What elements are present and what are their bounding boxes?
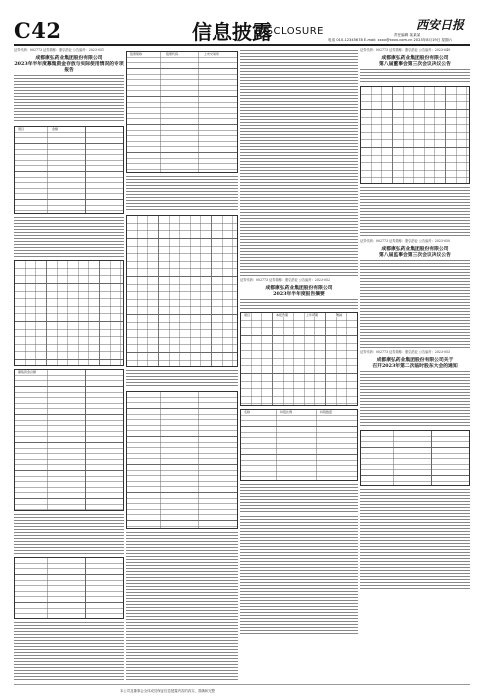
section-title: 信息披露 bbox=[192, 20, 272, 44]
article-headline bbox=[240, 285, 358, 297]
section-title-en: DISCLOSURE bbox=[255, 26, 324, 37]
article-company: 成都康弘药业集团股份有限公司 bbox=[381, 246, 449, 252]
table-cell: 持股比例 bbox=[280, 410, 293, 414]
table-cell: 项目 bbox=[244, 313, 251, 317]
header-rule bbox=[14, 44, 470, 46]
article-title: 第八届监事会第三次会议决议公告 bbox=[379, 252, 451, 258]
article-note: 证券代码：002773 证券简称：康弘药业 公告编号：2023-053 bbox=[360, 350, 451, 354]
article-headline bbox=[360, 55, 470, 67]
body-text bbox=[240, 50, 358, 180]
article-note: 证券代码：002773 证券简称：康弘药业 公告编号：2023-052 bbox=[240, 278, 331, 282]
article-title: 召开2023年第二次临时股东大会的通知 bbox=[372, 363, 458, 369]
table-cell: 募集资金总额 bbox=[18, 370, 37, 374]
article-company: 成都康弘药业集团股份有限公司关于 bbox=[376, 357, 454, 363]
body-text bbox=[360, 260, 470, 348]
article-company: 成都康弘药业集团股份有限公司 bbox=[265, 285, 333, 291]
body-text bbox=[240, 516, 358, 636]
body-text bbox=[126, 370, 238, 388]
table-cell: 持股数量 bbox=[320, 410, 333, 414]
data-table bbox=[360, 430, 470, 486]
body-text bbox=[240, 299, 358, 309]
column-2 bbox=[126, 48, 238, 680]
body-text bbox=[14, 622, 124, 680]
data-table bbox=[126, 51, 238, 173]
body-text bbox=[360, 371, 470, 427]
table-cell: 股票代码 bbox=[166, 52, 179, 56]
table-cell: 名称 bbox=[244, 410, 251, 414]
contact-line: 电话 010-12345678 E-mail: xxxx@xxxx.com.cn 2023年8月19日 星期六 bbox=[328, 38, 453, 42]
article-headline bbox=[360, 246, 470, 258]
footer-rule bbox=[14, 684, 470, 685]
page-header bbox=[14, 14, 470, 44]
article-headline bbox=[14, 55, 124, 73]
article-title: 2023年半年度募集资金存放与实际使用情况的专项报告 bbox=[14, 61, 124, 73]
data-table bbox=[14, 369, 124, 511]
newspaper-logo: 西安日报 bbox=[416, 18, 465, 32]
table-cell: 增减 bbox=[336, 313, 343, 317]
body-text bbox=[14, 217, 124, 257]
table-cell: 股票简称 bbox=[130, 52, 143, 56]
table-cell: 金额 bbox=[52, 127, 59, 131]
body-text bbox=[240, 484, 358, 514]
column-1 bbox=[14, 48, 124, 680]
body-text bbox=[360, 187, 470, 237]
article-title: 2023年半年度报告摘要 bbox=[273, 291, 325, 297]
column-4 bbox=[360, 48, 470, 680]
data-table bbox=[14, 260, 124, 366]
body-text bbox=[126, 532, 238, 680]
article-company: 成都康弘药业集团股份有限公司 bbox=[35, 55, 103, 61]
editor-line: 责任编辑 某某某 bbox=[394, 33, 421, 37]
table-cell: 项目 bbox=[18, 127, 25, 131]
table-cell: 本报告期 bbox=[276, 313, 289, 317]
body-text bbox=[360, 489, 470, 589]
article-note: 证券代码：002773 证券简称：康弘药业 公告编号：2023-049 bbox=[360, 48, 451, 52]
data-table bbox=[240, 312, 358, 406]
table-cell: 上年同期 bbox=[306, 313, 319, 317]
data-table bbox=[14, 557, 124, 619]
data-table bbox=[126, 215, 238, 367]
footer-text: 本公司及董事会全体成员保证信息披露内容的真实、准确和完整 bbox=[120, 689, 215, 693]
article-headline bbox=[360, 357, 470, 369]
body-text bbox=[360, 69, 470, 83]
data-table bbox=[360, 86, 470, 184]
body-text bbox=[14, 75, 124, 123]
body-text bbox=[240, 182, 358, 276]
article-company: 成都康弘药业集团股份有限公司 bbox=[381, 55, 449, 61]
column-3 bbox=[240, 48, 358, 680]
article-title: 第八届董事会第三次会议决议公告 bbox=[379, 61, 451, 67]
data-table bbox=[14, 126, 124, 214]
article-note: 证券代码：002773 证券简称：康弘药业 公告编号：2023-050 bbox=[360, 239, 451, 243]
page-number: C42 bbox=[14, 18, 62, 43]
data-table bbox=[126, 391, 238, 529]
data-table bbox=[240, 409, 358, 481]
body-text bbox=[14, 514, 124, 554]
table-cell: 上市交易所 bbox=[204, 52, 220, 56]
body-text bbox=[126, 176, 238, 212]
article-note: 证券代码：002773 证券简称：康弘药业 公告编号：2023-051 bbox=[14, 48, 105, 52]
